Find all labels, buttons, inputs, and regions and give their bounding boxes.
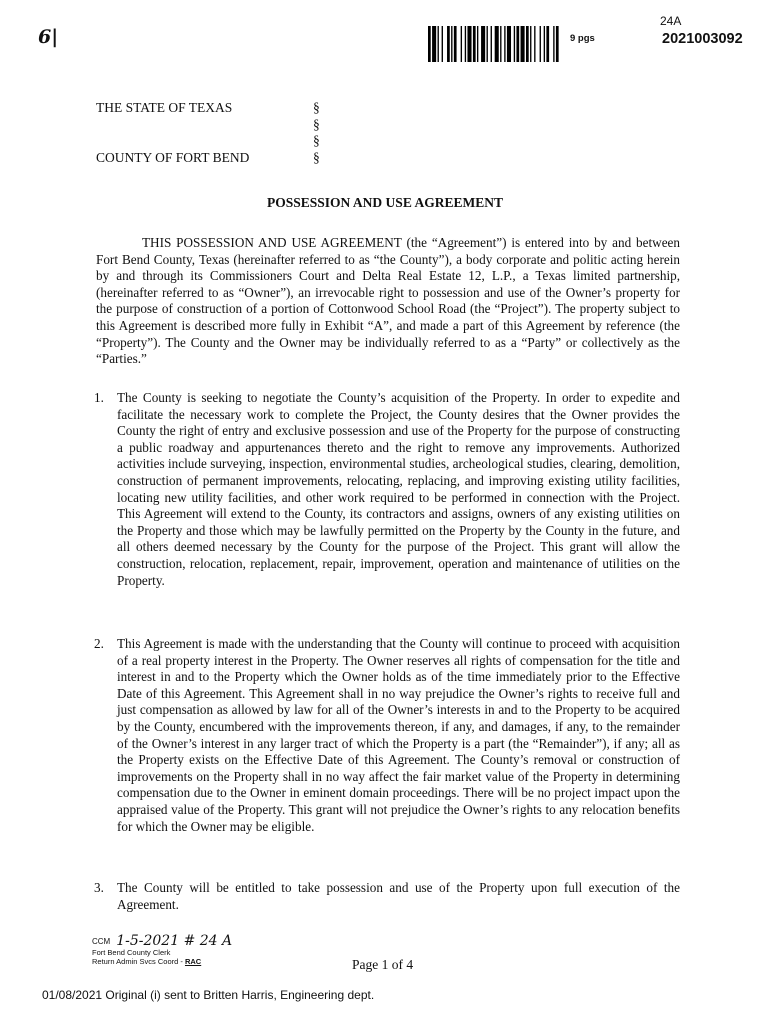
barcode-bar: [540, 26, 541, 62]
section-symbols: [313, 100, 320, 166]
barcode-bar: [432, 26, 436, 62]
barcode-bar: [530, 26, 531, 62]
barcode-bar: [514, 26, 515, 62]
barcode-bar: [507, 26, 511, 62]
barcode-bar: [491, 26, 492, 62]
clerk-stamp: [92, 932, 232, 966]
stamp-initials: RAC: [184, 957, 202, 966]
barcode-bar: [556, 26, 559, 62]
barcode-bar: [481, 26, 485, 62]
stamp-line-1: Fort Bend County Clerk: [92, 948, 171, 957]
barcode-bar: [504, 26, 505, 62]
recording-number: 2021003092: [662, 31, 743, 47]
barcode-bar: [473, 26, 476, 62]
barcode-graphic: [428, 26, 560, 62]
item-number: 1.: [94, 390, 104, 405]
stamp-prefix: CCM: [92, 936, 111, 946]
section-symbol: §: [313, 116, 320, 132]
margin-note-text: 6: [38, 26, 52, 48]
item-number: 2.: [94, 636, 104, 651]
barcode-bar: [526, 26, 529, 62]
barcode-bar: [428, 26, 431, 62]
barcode-bar: [477, 26, 478, 62]
section-symbol: §: [313, 149, 320, 165]
barcode-bar: [467, 26, 471, 62]
barcode-bar: [447, 26, 450, 62]
barcode-bar: [516, 26, 519, 62]
stamp-handwritten: 1-5-2021 # 24 A: [116, 933, 233, 950]
item-number: 3.: [94, 880, 104, 895]
barcode-bar: [534, 26, 535, 62]
barcode-bar: [451, 26, 452, 62]
barcode-bar: [438, 26, 439, 62]
intro-paragraph: THIS POSSESSION AND USE AGREEMENT (the “Agreement”) is entered into by and between Fort Bend County, Texas (hereinafter referred to as “the County”), a body corporate and politic acting herein by and through its Commissioners Court and Delta Real Estate 12, L.P., a Texas limited partnership, (hereinafter referred to as “Owner”), an irrevocable right to possession and use of the Owner’s property for the purpose of construction of a portion of Cottonwood School Road (the “Project”). The property subject to this Agreement is described more fully in Exhibit “A”, and made a part of this Agreement by reference (the “Property”). The County and the Owner may be individually referred to as a “Party” or collectively as the “Parties.”: [96, 235, 680, 367]
item-text: This Agreement is made with the understanding that the County will continue to proceed with acquisition of a real property interest in the Property. The Owner reserves all rights of compensation for the title and interest in and to the Property which the Owner holds as of the time immediately prior to the Effective Date of this Agreement. This Agreement shall in no way prejudice the Owner’s rights to receive full and just compensation as allowed by law for all of the Owner’s interests in and to the Property to be acquired by the County, encumbered with the improvements thereon, if any, and damages, if any, to the remainder of the Owner’s interest in any larger tract of which the Property is a part (the “Remainder”), if any; all as the Property exists on the Effective Date of this Agreement. The County’s removal or construction of improvements on the Property shall in no way affect the fair market value of the Property in determining compensation due to the Owner in eminent domain proceedings. There will be no project impact upon the appraised value of the Property. This grant will not prejudice the Owner’s rights to any relocation benefits for which the Owner may be eligible.: [117, 636, 680, 834]
caption-county: COUNTY OF FORT BEND: [96, 150, 250, 165]
list-item: [94, 390, 680, 589]
barcode-bar: [553, 26, 554, 62]
item-text: The County is seeking to negotiate the County’s acquisition of the Property. In order to expedite and facilitate the necessary work to complete the Project, the County desires that the Owner provides the County the right of entry and exclusive possession and use of the Property for the purpose of constructing a public roadway and appurtenances thereto and the right to remove any improvements. Authorized activities include surveying, inspection, environmental studies, archeological studies, clearing, demolition, construction of permanent improvements, relocating, replacing, and improving existing utility facilities, locating new utility facilities, and other work required to be performed in connection with the Project. This Agreement will extend to the County, its contractors and assigns, owners of any existing utilities on the Property and those which may be lawfully permitted on the Property by the County in the future, and all others deemed necessary by the County for the purpose of the Project. This grant will allow the construction, relocation, replacement, repair, improvement, operation and maintenance of utilities on the Property.: [117, 390, 680, 588]
barcode: [428, 26, 560, 62]
list-item: [94, 636, 680, 835]
section-symbol: §: [313, 133, 320, 148]
stamp-line-2-prefix: Return Admin Svcs Coord -: [92, 957, 185, 966]
barcode-bar: [500, 26, 501, 62]
recording-ref: 24A: [660, 14, 682, 28]
page-count-label: 9 pgs: [570, 33, 595, 44]
barcode-bar: [521, 26, 525, 62]
barcode-bar: [454, 26, 457, 62]
barcode-bar: [465, 26, 466, 62]
stamp-line-2: [92, 957, 232, 966]
barcode-bar: [544, 26, 545, 62]
barcode-bar: [487, 26, 488, 62]
list-item: [94, 880, 680, 913]
caption-state: THE STATE OF TEXAS: [96, 100, 233, 115]
section-symbol: §: [313, 100, 320, 115]
barcode-bar: [495, 26, 499, 62]
item-text: The County will be entitled to take possession and use of the Property upon full execution of the Agreement.: [117, 880, 680, 912]
page-number: Page 1 of 4: [352, 957, 414, 972]
footer-note: 01/08/2021 Original (i) sent to Britten Harris, Engineering dept.: [42, 988, 375, 1002]
document-title: POSSESSION AND USE AGREEMENT: [267, 195, 503, 210]
barcode-bar: [461, 26, 462, 62]
margin-handwritten-note: 6|: [38, 26, 59, 48]
barcode-bar: [546, 26, 549, 62]
barcode-bar: [442, 26, 443, 62]
